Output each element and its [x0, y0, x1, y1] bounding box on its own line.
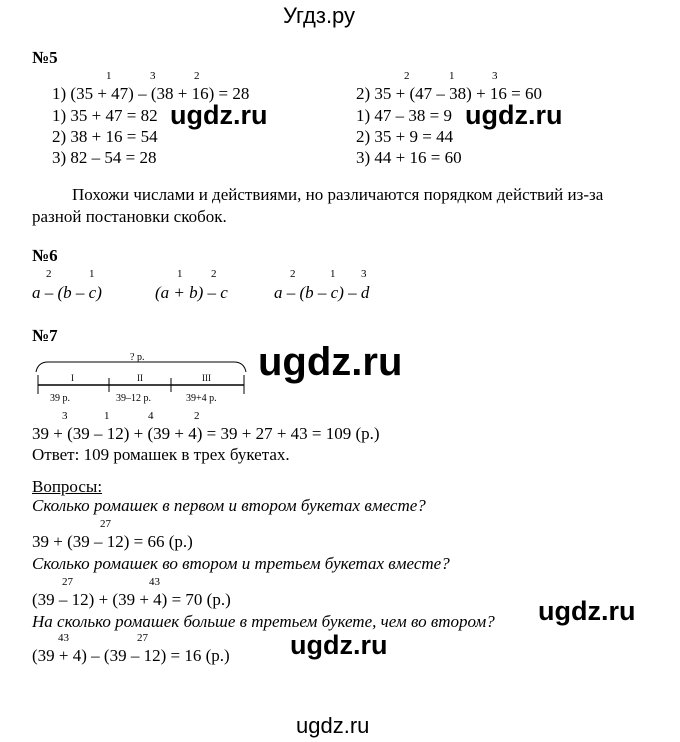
- order-mark: 27: [137, 632, 148, 644]
- watermark: ugdz.ru: [170, 100, 268, 130]
- order-mark: 3: [361, 268, 367, 280]
- task5-right-step: 1) 47 – 38 = 9: [356, 106, 452, 125]
- order-mark: 1: [330, 268, 336, 280]
- order-mark: 1: [104, 410, 110, 422]
- order-mark: 4: [148, 410, 154, 422]
- diagram-value-label: 39–12 р.: [116, 393, 151, 404]
- order-mark: 2: [46, 268, 52, 280]
- question-solution: (39 + 4) – (39 – 12) = 16 (р.): [32, 646, 230, 665]
- order-mark: 43: [149, 576, 160, 588]
- order-mark: 2: [194, 410, 200, 422]
- task7-answer: Ответ: 109 ромашек в трех букетах.: [32, 445, 290, 464]
- watermark: ugdz.ru: [538, 596, 636, 626]
- order-mark: 3: [62, 410, 68, 422]
- task7-solution: 39 + (39 – 12) + (39 + 4) = 39 + 27 + 43 = 109 (р.): [32, 424, 380, 443]
- task6-expression: a – (b – c) – d: [274, 283, 370, 302]
- diagram-part-label: I: [71, 373, 74, 383]
- task5-left-step: 3) 82 – 54 = 28: [52, 148, 157, 167]
- watermark: ugdz.ru: [465, 100, 563, 130]
- order-mark: 1: [89, 268, 95, 280]
- diagram-part-label: II: [137, 373, 143, 383]
- task5-left-expression: 1) (35 + 47) – (38 + 16) = 28: [52, 84, 250, 103]
- order-mark: 2: [211, 268, 217, 280]
- order-mark: 1: [449, 70, 455, 82]
- question-text: На сколько ромашек больше в третьем букете, чем во втором?: [32, 612, 495, 631]
- task6-expression: (a + b) – c: [155, 283, 228, 302]
- watermark: ugdz.ru: [258, 340, 403, 384]
- order-mark: 2: [404, 70, 410, 82]
- task5-right-step: 3) 44 + 16 = 60: [356, 148, 462, 167]
- diagram-value-label: 39+4 р.: [186, 393, 217, 404]
- questions-label: Вопросы:: [32, 477, 103, 496]
- task7-number: №7: [32, 326, 58, 345]
- task5-left-step: 1) 35 + 47 = 82: [52, 106, 158, 125]
- task5-number: №5: [32, 48, 58, 67]
- order-mark: 1: [177, 268, 183, 280]
- total-brace: [36, 362, 246, 372]
- task5-right-step: 2) 35 + 9 = 44: [356, 127, 454, 146]
- order-mark: 3: [492, 70, 498, 82]
- question-text: Сколько ромашек в первом и втором букетах вместе?: [32, 496, 426, 515]
- question-solution: (39 – 12) + (39 + 4) = 70 (р.): [32, 590, 231, 609]
- order-mark: 27: [100, 518, 111, 530]
- task5-left-step: 2) 38 + 16 = 54: [52, 127, 158, 146]
- task5-conclusion: Похожи числами и действиями, но различаются порядком действий из-за разной постановки скобок.: [32, 185, 604, 226]
- order-mark: 2: [290, 268, 296, 280]
- segment-diagram: [30, 350, 255, 406]
- site-title: Угдз.ру: [283, 3, 356, 28]
- watermark: ugdz.ru: [290, 630, 388, 660]
- question-text: Сколько ромашек во втором и третьем букетах вместе?: [32, 554, 450, 573]
- diagram-part-label: III: [202, 373, 211, 383]
- order-mark: 43: [58, 632, 69, 644]
- diagram-value-label: 39 р.: [50, 393, 70, 404]
- question-solution: 39 + (39 – 12) = 66 (р.): [32, 532, 193, 551]
- task6-number: №6: [32, 246, 58, 265]
- task5-right-expression: 2) 35 + (47 – 38) + 16 = 60: [356, 84, 542, 103]
- order-mark: 2: [194, 70, 200, 82]
- diagram-total-label: ? р.: [130, 352, 145, 363]
- order-mark: 1: [106, 70, 112, 82]
- task6-expression: a – (b – c): [32, 283, 102, 302]
- order-mark: 27: [62, 576, 73, 588]
- site-footer: ugdz.ru: [296, 713, 370, 738]
- order-mark: 3: [150, 70, 156, 82]
